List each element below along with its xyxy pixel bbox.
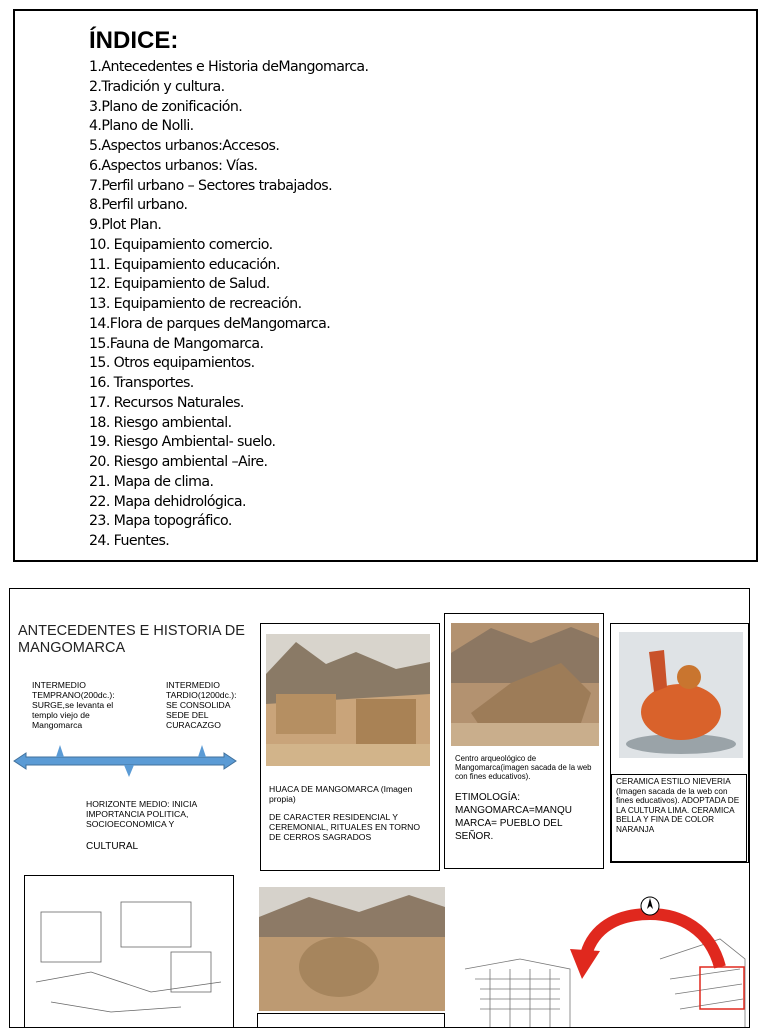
index-item: 10. Equipamiento comercio. <box>89 236 273 253</box>
index-slide <box>13 9 758 562</box>
ceramica-caption-box <box>611 774 747 862</box>
index-item: 19. Riesgo Ambiental- suelo. <box>89 434 276 451</box>
index-item: 14.Flora de parques deMangomarca. <box>89 315 331 332</box>
index-item: 4.Plano de Nolli. <box>89 118 194 135</box>
timeline-left-text: INTERMEDIO TEMPRANO(200dc.): SURGE,se levanta el templo viejo de Mangomarca <box>32 680 115 730</box>
site-plan-card <box>24 875 234 1028</box>
huaca-photo <box>266 634 430 766</box>
index-item: 15.Fauna de Mangomarca. <box>89 335 264 352</box>
index-item: 20. Riesgo ambiental –Aire. <box>89 454 268 470</box>
ceramica-photo <box>619 632 743 758</box>
timeline-bottom-text-2: CULTURAL <box>86 841 139 852</box>
index-item: 12. Equipamiento de Salud. <box>89 276 270 293</box>
timeline-arrow <box>12 737 242 777</box>
index-item: 24. Fuentes. <box>89 533 170 549</box>
index-item: 15. Otros equipamientos. <box>89 355 255 372</box>
index-item: 23. Mapa topográfico. <box>89 513 232 530</box>
huaca-photo-2 <box>259 887 445 1011</box>
centro-photo <box>451 623 599 746</box>
history-heading: ANTECEDENTES E HISTORIA DE MANGOMARCA <box>18 623 245 656</box>
history-slide <box>9 588 750 1028</box>
huaca-photo-2-card <box>257 881 451 1028</box>
etimologia: ETIMOLOGÍA: MANGOMARCA=MANQU MARCA= PUEBLO DEL SEÑOR. <box>455 792 572 842</box>
locator-map <box>460 889 750 1028</box>
ceramica-card <box>610 623 749 863</box>
index-item: 9.Plot Plan. <box>89 217 162 233</box>
index-item: 21. Mapa de clima. <box>89 473 214 490</box>
timeline-right-text: INTERMEDIO TARDIO(1200dc.): SE CONSOLIDA SEDE DEL CURACAZGO <box>166 680 237 730</box>
site-plan-drawing <box>31 882 227 1028</box>
index-item: 13. Equipamiento de recreación. <box>89 296 302 312</box>
index-item: 7.Perfil urbano – Sectores trabajados. <box>89 177 332 194</box>
index-item: 8.Perfil urbano. <box>89 197 188 214</box>
index-item: 11. Equipamiento educación. <box>89 256 280 273</box>
index-item: 1.Antecedentes e Historia deMangomarca. <box>89 59 369 75</box>
index-item: 6.Aspectos urbanos: Vías. <box>89 157 258 174</box>
huaca-caption: HUACA DE MANGOMARCA (Imagen propia) <box>269 784 413 804</box>
index-list <box>89 58 368 552</box>
index-item: 5.Aspectos urbanos:Accesos. <box>89 138 280 154</box>
index-item: 22. Mapa dehidrológica. <box>89 493 246 510</box>
index-item: 16. Transportes. <box>89 375 194 391</box>
huaca-description: DE CARACTER RESIDENCIAL Y CEREMONIAL, RITUALES EN TORNO DE CERROS SAGRADOS <box>269 812 421 842</box>
ceramica-caption: CERAMICA ESTILO NIEVERIA (Imagen sacada de la web con fines educativos). ADOPTADA DE LA CULTURA LIMA. CERAMICA BELLA Y FINA DE COLOR NARANJA <box>616 777 740 834</box>
huaca-card <box>260 623 440 871</box>
timeline-bottom-text: HORIZONTE MEDIO: INICIA IMPORTANCIA POLITICA, SOCIOECONOMICA Y <box>86 799 197 829</box>
centro-caption: Centro arqueológico de Mangomarca(imagen sacada de la web con fines educativos). <box>455 754 592 781</box>
huaca-photo-2-caption-box <box>257 1013 445 1028</box>
index-item: 17. Recursos Naturales. <box>89 394 244 411</box>
index-item: 3.Plano de zonificación. <box>89 98 243 115</box>
index-item: 2.Tradición y cultura. <box>89 78 225 95</box>
index-title: ÍNDICE: <box>89 27 179 54</box>
centro-card <box>444 613 604 869</box>
index-item: 18. Riesgo ambiental. <box>89 414 232 431</box>
